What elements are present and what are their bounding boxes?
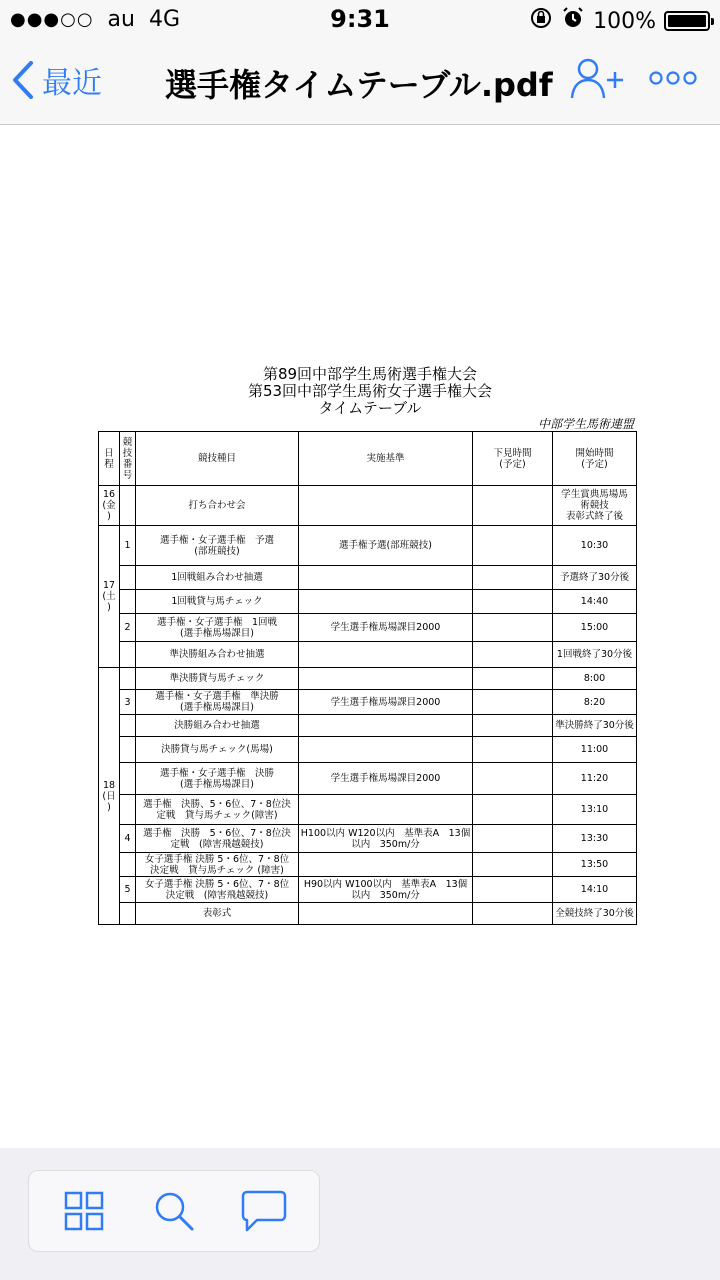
event-number bbox=[120, 763, 136, 795]
table-row bbox=[99, 526, 637, 566]
table-row bbox=[99, 853, 637, 877]
grid-icon bbox=[64, 1191, 104, 1231]
toolbar-group bbox=[28, 1170, 320, 1252]
preview-time bbox=[473, 737, 553, 763]
event-name: 準決勝組み合わせ抽選 bbox=[136, 642, 299, 668]
event-name: 女子選手権 決勝 5・6位、7・8位 決定戦 貸与馬チェック (障害) bbox=[136, 853, 299, 877]
table-row bbox=[99, 715, 637, 737]
start-time: 14:40 bbox=[553, 590, 637, 614]
event-number bbox=[120, 668, 136, 690]
doc-title-line-3: タイムテーブル bbox=[318, 399, 422, 417]
header-preview: 下見時間 (予定) bbox=[473, 432, 553, 486]
event-criteria bbox=[299, 668, 473, 690]
event-number bbox=[120, 642, 136, 668]
table-row bbox=[99, 690, 637, 715]
table-cell bbox=[473, 486, 553, 526]
navigation-bar bbox=[0, 40, 720, 125]
status-bar bbox=[0, 0, 720, 40]
more-options-icon[interactable] bbox=[648, 70, 698, 90]
alarm-icon bbox=[561, 6, 585, 36]
event-number: 1 bbox=[120, 526, 136, 566]
event-name: 準決勝貸与馬チェック bbox=[136, 668, 299, 690]
table-row bbox=[99, 614, 637, 642]
event-number bbox=[120, 903, 136, 925]
table-header-row bbox=[99, 432, 637, 486]
start-time: 8:00 bbox=[553, 668, 637, 690]
start-time: 13:30 bbox=[553, 825, 637, 853]
preview-time bbox=[473, 877, 553, 903]
table-row bbox=[99, 825, 637, 853]
table-row bbox=[99, 903, 637, 925]
search-button[interactable] bbox=[148, 1185, 200, 1237]
start-time: 13:10 bbox=[553, 795, 637, 825]
table-row bbox=[99, 877, 637, 903]
event-name: 選手権 決勝 5・6位、7・8位決 定戦 (障害飛越競技) bbox=[136, 825, 299, 853]
preview-time bbox=[473, 526, 553, 566]
doc-title-line-1: 第89回中部学生馬術選手権大会 bbox=[262, 365, 478, 383]
add-person-icon[interactable] bbox=[570, 56, 628, 104]
event-criteria: 選手権予選(部班競技) bbox=[299, 526, 473, 566]
start-time: 全競技終了30分後 bbox=[553, 903, 637, 925]
table-cell bbox=[299, 486, 473, 526]
back-button[interactable] bbox=[12, 58, 102, 102]
table-row bbox=[99, 486, 637, 526]
day17-date: 17 (土 ) bbox=[99, 526, 120, 668]
event-criteria bbox=[299, 853, 473, 877]
preview-time bbox=[473, 614, 553, 642]
table-row bbox=[99, 668, 637, 690]
table-row bbox=[99, 642, 637, 668]
start-time: 11:20 bbox=[553, 763, 637, 795]
battery-percent: 100% bbox=[593, 8, 656, 34]
table-row bbox=[99, 737, 637, 763]
event-criteria bbox=[299, 642, 473, 668]
event-name: 選手権 決勝、5・6位、7・8位決 定戦 貸与馬チェック(障害) bbox=[136, 795, 299, 825]
event-criteria: 学生選手権馬場課目2000 bbox=[299, 614, 473, 642]
event-name: 1回戦組み合わせ抽選 bbox=[136, 566, 299, 590]
bottom-toolbar bbox=[0, 1148, 720, 1280]
doc-title-line-2: 第53回中部学生馬術女子選手権大会 bbox=[247, 382, 493, 400]
carrier-label: au bbox=[107, 7, 135, 32]
event-number: 5 bbox=[120, 877, 136, 903]
event-name: 表彰式 bbox=[136, 903, 299, 925]
header-date: 日 程 bbox=[99, 432, 120, 486]
preview-time bbox=[473, 642, 553, 668]
preview-time bbox=[473, 590, 553, 614]
preview-time bbox=[473, 668, 553, 690]
preview-time bbox=[473, 715, 553, 737]
document-title: 選手権タイムテーブル.pdf bbox=[165, 66, 553, 104]
start-time: 予選終了30分後 bbox=[553, 566, 637, 590]
event-number bbox=[120, 715, 136, 737]
event-name: 決勝組み合わせ抽選 bbox=[136, 715, 299, 737]
event-name: 選手権・女子選手権 予選 (部班競技) bbox=[136, 526, 299, 566]
event-number: 3 bbox=[120, 690, 136, 715]
event-number bbox=[120, 566, 136, 590]
preview-time bbox=[473, 903, 553, 925]
event-name: 決勝貸与馬チェック(馬場) bbox=[136, 737, 299, 763]
event-criteria: 学生選手権馬場課目2000 bbox=[299, 690, 473, 715]
pdf-page[interactable] bbox=[0, 125, 720, 1148]
event-name: 選手権・女子選手権 準決勝 (選手権馬場課目) bbox=[136, 690, 299, 715]
preview-time bbox=[473, 690, 553, 715]
start-time: 10:30 bbox=[553, 526, 637, 566]
comments-button[interactable] bbox=[238, 1185, 290, 1237]
event-number: 4 bbox=[120, 825, 136, 853]
clock: 9:31 bbox=[330, 5, 390, 33]
preview-time bbox=[473, 566, 553, 590]
search-icon bbox=[153, 1190, 195, 1232]
event-criteria bbox=[299, 715, 473, 737]
header-criteria: 実施基準 bbox=[299, 432, 473, 486]
event-number bbox=[120, 853, 136, 877]
event-criteria bbox=[299, 566, 473, 590]
start-time: 1回戦終了30分後 bbox=[553, 642, 637, 668]
start-time: 14:10 bbox=[553, 877, 637, 903]
signal-strength: ●●●○○ bbox=[10, 9, 94, 30]
event-criteria: H100以内 W120以内 基準表A 13個 以内 350m/分 bbox=[299, 825, 473, 853]
table-row bbox=[99, 566, 637, 590]
table-row bbox=[99, 763, 637, 795]
table-row bbox=[99, 795, 637, 825]
event-number bbox=[120, 737, 136, 763]
event-number bbox=[120, 590, 136, 614]
chevron-left-icon bbox=[12, 61, 34, 99]
header-start: 開始時間 (予定) bbox=[553, 432, 637, 486]
table-cell bbox=[120, 486, 136, 526]
start-time: 11:00 bbox=[553, 737, 637, 763]
preview-time bbox=[473, 795, 553, 825]
orientation-lock-icon bbox=[529, 6, 553, 36]
network-label: 4G bbox=[148, 7, 181, 32]
event-name: 選手権・女子選手権 1回戦 (選手権馬場課目) bbox=[136, 614, 299, 642]
organizer-label: 中部学生馬術連盟 bbox=[537, 417, 634, 431]
start-time: 13:50 bbox=[553, 853, 637, 877]
preview-time bbox=[473, 825, 553, 853]
event-name: 女子選手権 決勝 5・6位、7・8位 決定戦 (障害飛越競技) bbox=[136, 877, 299, 903]
event-number: 2 bbox=[120, 614, 136, 642]
back-label: 最近 bbox=[42, 66, 102, 101]
preview-time bbox=[473, 853, 553, 877]
battery-icon bbox=[664, 11, 710, 31]
event-number bbox=[120, 795, 136, 825]
event-criteria bbox=[299, 590, 473, 614]
event-criteria bbox=[299, 737, 473, 763]
event-criteria: H90以内 W100以内 基準表A 13個 以内 350m/分 bbox=[299, 877, 473, 903]
header-no: 競 技 番 号 bbox=[120, 432, 136, 486]
speech-bubble-icon bbox=[241, 1190, 287, 1232]
day16-event: 打ち合わせ会 bbox=[136, 486, 299, 526]
event-criteria: 学生選手権馬場課目2000 bbox=[299, 763, 473, 795]
timetable bbox=[98, 431, 637, 925]
event-name: 1回戦貸与馬チェック bbox=[136, 590, 299, 614]
day16-date: 16 (金 ) bbox=[99, 486, 120, 526]
start-time: 準決勝終了30分後 bbox=[553, 715, 637, 737]
day18-date: 18 (日 ) bbox=[99, 668, 120, 925]
event-criteria bbox=[299, 795, 473, 825]
header-event: 競技種目 bbox=[136, 432, 299, 486]
start-time: 15:00 bbox=[553, 614, 637, 642]
event-criteria bbox=[299, 903, 473, 925]
thumbnails-button[interactable] bbox=[58, 1185, 110, 1237]
table-row bbox=[99, 590, 637, 614]
day16-start: 学生賞典馬場馬 術競技 表彰式終了後 bbox=[553, 486, 637, 526]
event-name: 選手権・女子選手権 決勝 (選手権馬場課目) bbox=[136, 763, 299, 795]
preview-time bbox=[473, 763, 553, 795]
start-time: 8:20 bbox=[553, 690, 637, 715]
